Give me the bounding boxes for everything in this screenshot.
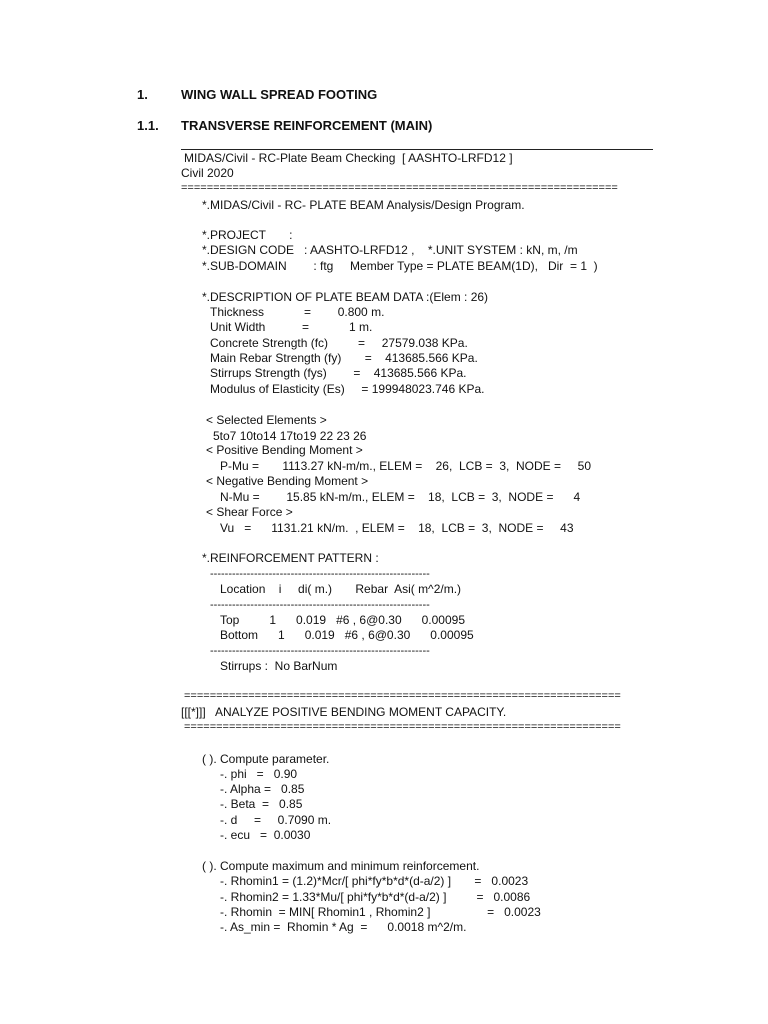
- rhomin1-line: -. Rhomin1 = (1.2)*Mcr/[ phi*fy*b*d*(d-a/2) ] = 0.0023: [220, 874, 529, 888]
- modulus-line: Modulus of Elasticity (Es) = 199948023.746 KPa.: [210, 382, 485, 396]
- section-number: 1.1.: [137, 118, 159, 133]
- ecu-line: -. ecu = 0.0030: [220, 828, 311, 842]
- section-title: WING WALL SPREAD FOOTING: [181, 87, 378, 102]
- negative-moment-value: N-Mu = 15.85 kN-m/m., ELEM = 18, LCB = 3, NODE = 4: [220, 490, 581, 504]
- separator-line: ====================================================================: [181, 182, 618, 194]
- main-rebar-strength-line: Main Rebar Strength (fy) = 413685.566 KPa.: [210, 351, 478, 365]
- reinforcement-header: Location i di( m.) Rebar Asi( m^2/m.): [220, 582, 462, 596]
- section-number: 1.: [137, 87, 148, 102]
- table-divider-bottom: ------------------------------------------------------------: [210, 645, 430, 657]
- positive-analysis-title: [[[*]]] ANALYZE POSITIVE BENDING MOMENT CAPACITY.: [181, 705, 507, 719]
- table-divider-mid: ------------------------------------------------------------: [210, 599, 430, 611]
- unit-width-line: Unit Width = 1 m.: [210, 320, 373, 334]
- stirrups-strength-line: Stirrups Strength (fys) = 413685.566 KPa.: [210, 366, 467, 380]
- project-line: *.PROJECT :: [202, 228, 293, 242]
- positive-moment-value: P-Mu = 1113.27 kN-m/m., ELEM = 26, LCB = 3, NODE = 50: [220, 459, 592, 473]
- positive-moment-title: < Positive Bending Moment >: [206, 443, 363, 457]
- description-title: *.DESCRIPTION OF PLATE BEAM DATA :(Elem : 26): [202, 290, 489, 304]
- separator-line-2: ====================================================================: [184, 690, 621, 702]
- selected-elements-list: 5to7 10to14 17to19 22 23 26: [213, 429, 367, 443]
- shear-force-title: < Shear Force >: [206, 505, 293, 519]
- reinforcement-title: *.REINFORCEMENT PATTERN :: [202, 551, 379, 565]
- beta-line: -. Beta = 0.85: [220, 797, 303, 811]
- compute-parameter-title: ( ). Compute parameter.: [202, 752, 330, 766]
- phi-line: -. phi = 0.90: [220, 767, 298, 781]
- table-divider-top: ------------------------------------------------------------: [210, 568, 430, 580]
- program-title: MIDAS/Civil - RC-Plate Beam Checking [ AASHTO-LRFD12 ]: [184, 151, 513, 165]
- sub-domain-line: *.SUB-DOMAIN : ftg Member Type = PLATE BEAM(1D), Dir = 1 ): [202, 259, 598, 273]
- program-version: Civil 2020: [181, 166, 234, 180]
- reinforcement-row-top: Top 1 0.019 #6 , 6@0.30 0.00095: [220, 613, 466, 627]
- as-min-line: -. As_min = Rhomin * Ag = 0.0018 m^2/m.: [220, 920, 467, 934]
- negative-moment-title: < Negative Bending Moment >: [206, 474, 369, 488]
- separator-line-3: ====================================================================: [184, 721, 621, 733]
- rhomin2-line: -. Rhomin2 = 1.33*Mu/[ phi*fy*b*d*(d-a/2) ] = 0.0086: [220, 890, 531, 904]
- alpha-line: -. Alpha = 0.85: [220, 782, 305, 796]
- compute-reinforcement-title: ( ). Compute maximum and minimum reinforcement.: [202, 859, 480, 873]
- rhomin-line: -. Rhomin = MIN[ Rhomin1 , Rhomin2 ] = 0.0023: [220, 905, 541, 919]
- concrete-strength-line: Concrete Strength (fc) = 27579.038 KPa.: [210, 336, 468, 350]
- analysis-program-line: *.MIDAS/Civil - RC- PLATE BEAM Analysis/Design Program.: [202, 198, 525, 212]
- section-title: TRANSVERSE REINFORCEMENT (MAIN): [181, 118, 433, 133]
- selected-elements-title: < Selected Elements >: [206, 413, 327, 427]
- reinforcement-row-bottom: Bottom 1 0.019 #6 , 6@0.30 0.00095: [220, 628, 474, 642]
- stirrups-row: Stirrups : No BarNum: [220, 659, 338, 673]
- thickness-line: Thickness = 0.800 m.: [210, 305, 385, 319]
- d-line: -. d = 0.7090 m.: [220, 813, 332, 827]
- shear-force-value: Vu = 1131.21 kN/m. , ELEM = 18, LCB = 3, NODE = 43: [220, 521, 574, 535]
- design-code-line: *.DESIGN CODE : AASHTO-LRFD12 , *.UNIT SYSTEM : kN, m, /m: [202, 243, 578, 257]
- top-rule: [181, 149, 653, 150]
